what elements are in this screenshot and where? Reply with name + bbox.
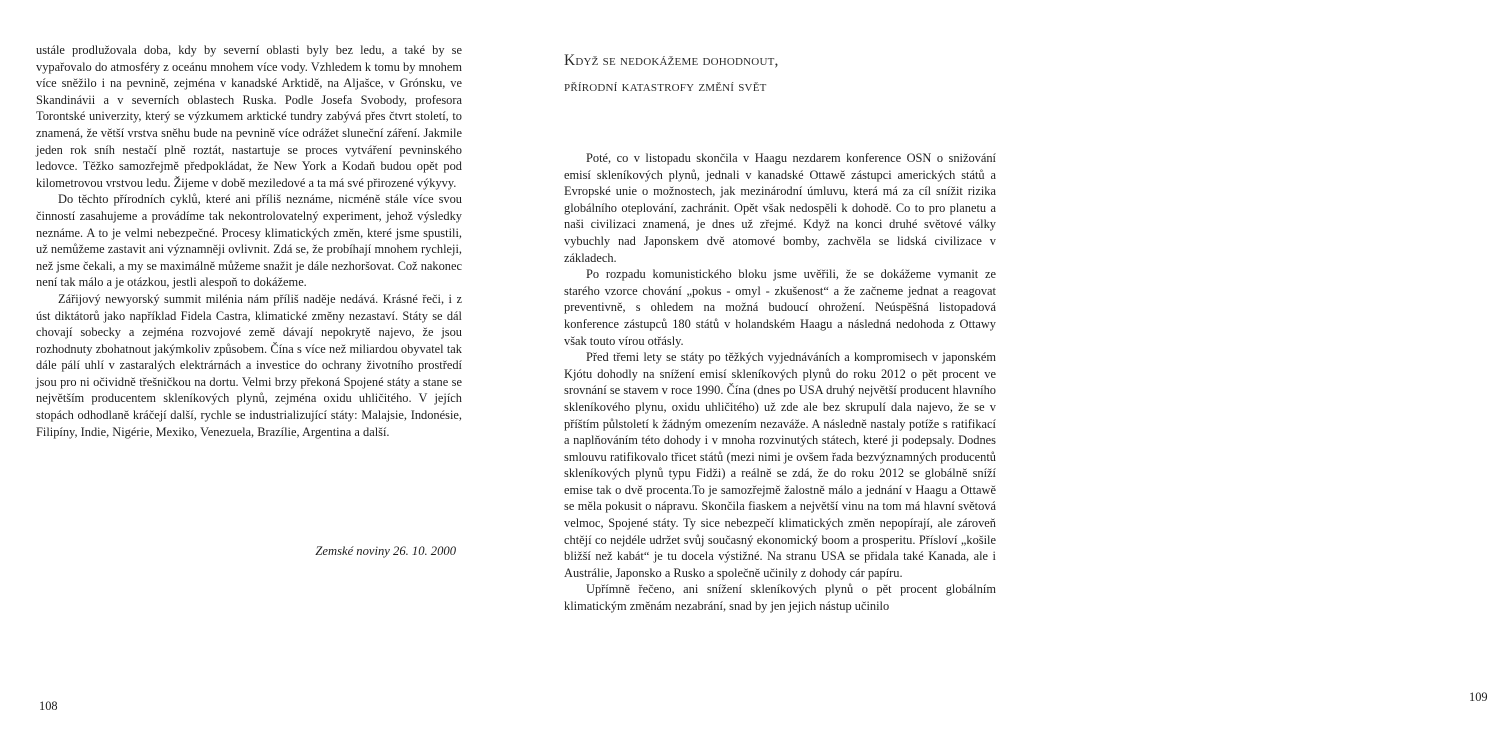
left-page	[0, 0, 512, 756]
paragraph: Upřímně řečeno, ani snížení skleníkových plynů o pět procent globálním klimatickým změnám nezabrání, snad by jen jejich nástup učinilo	[564, 582, 996, 614]
paragraph: Poté, co v listopadu skončila v Haagu nezdarem konference OSN o snižování emisí skleníkových plynů, jednali v kanadské Ottawě zástupci amerických států a Evropské unie o možnostech, jak mezinárodní úmluvu, která má za cíl snížit rizika globálního oteplování, zachránit. Opět však nedospěli k dohodě. Co to pro planetu a naši civilizaci znamená, je dnes už zřejmé. Když na konci druhé světové války vybuchly nad Japonskem dvě atomové bomby, zachvěla se lidská civilizace v základech.	[564, 151, 996, 265]
page-number-left: 108	[39, 699, 58, 713]
paragraph: Před třemi lety se státy po těžkých vyjednáváních a kompromisech v japonském Kjótu dohodly na snížení emisí skleníkových plynů do roku 2012 o pět procent ve srovnání se stavem v roce 1990. Čína (dnes po USA druhý největší producent hlavního skleníkového plynu, oxidu uhličitého) už zde ale bez skrupulí dala najevo, že se v příštím půlstoletí k žádným omezením nezaváže. A následně nastaly potíže s ratifikací a naplňováním této dohody i v mnoha rozvinutých státech, které ji podepsaly. Dodnes smlouvu ratifikovalo třicet států (mezi nimi je ovšem řada bezvýznamných producentů skleníkových plynů typu Fidži) a reálně se zdá, že do roku 2012 se globálně sníží emise tak o dvě procenta.To je samozřejmě žalostně málo a jednání v Haagu a Ottawě se měla pokusit o nápravu. Skončila fiaskem a největší vinu na tom má hlavní světová velmoc, Spojené státy. Ty sice nebezpečí klimatických změn nepopírají, ale zároveň chtějí co nejdéle udržet svůj současný ekonomický boom a prosperitu. Přísloví „košile bližší než kabát“ je tu docela výstižné. Na stranu USA se přidala také Kanada, ale i Austrálie, Japonsko a Rusko a společně učinily z dohody cár papíru.	[564, 350, 996, 580]
paragraph: Po rozpadu komunistického bloku jsme uvěřili, že se dokážeme vymanit ze starého vzorce chování „pokus - omyl - zkušenost“ a že začneme jednat a reagovat preventivně, s ohledem na možná budoucí ohrožení. Neúspěšná listopadová konference zástupců 180 států v holandském Haagu a následná nedohoda z Ottawy však touto vírou otřásly.	[564, 267, 996, 348]
right-page	[512, 0, 1488, 756]
page-number-right: 109	[1469, 690, 1488, 704]
paragraph: Zářijový newyorský summit milénia nám příliš naděje nedává. Krásné řeči, i z úst diktátorů jako například Fidela Castra, klimatické změny nezastaví. Státy se dál chovají sobecky a zejména rozvojové země dávají nepokrytě najevo, že jsou rozhodnuty zbohatnout jakýmkoliv způsobem. Čína s více než miliardou obyvatel tak dále pálí uhlí v zastaralých elektrárnách a investice do ochrany životního prostředí jsou pro ni očividně třešničkou na dortu. Velmi brzy překoná Spojené státy a stane se největším producentem skleníkových plynů, zejména oxidu uhličitého. V jejích stopách odhodlaně kráčejí další, rychle se industrializující státy: Malajsie, Indonésie, Filipíny, Indie, Nigérie, Mexiko, Venezuela, Brazílie, Argentina a další.	[36, 291, 462, 439]
chapter-heading	[564, 50, 996, 98]
paragraph: Do těchto přírodních cyklů, které ani příliš neznáme, nicméně stále více svou činností zasahujeme a provádíme tak nekontrolovatelný experiment, jehož výsledky neznáme. A to je velmi nebezpečné. Procesy klimatických změn, které jsme spustili, už nemůžeme zastavit ani významněji ovlivnit. Zdá se, že probíhají mnohem rychleji, než jsme čekali, a my se maximálně můžeme snažit je dále nezhoršovat. Což nakonec není tak málo a je otázkou, jestli alespoň to dokážeme.	[36, 192, 462, 290]
heading-line-1: Když se nedokážeme dohodnout,	[564, 52, 779, 69]
paragraph: ustále prodlužovala doba, kdy by severní oblasti byly bez ledu, a také by se vypařovalo do atmosféry z oceánu mnohem více vody. Vzhledem k tomu by mnohem více sněžilo i na pevnině, zejména v kanadské Arktidě, na Aljašce, v Grónsku, ve Skandinávii a v severních oblastech Ruska. Podle Josefa Svobody, profesora Torontské univerzity, který se výzkumem arktické tundry zabývá přes čtvrt století, to znamená, že větší vrstva sněhu bude na pevnině více odrážet sluneční záření. Jakmile jeden rok sníh nestačí plně roztát, nastartuje se proces vytváření pevninského ledovce. Těžko samozřejmě předpokládat, že New York a Kodaň budou opět pod kilometrovou vrstvou ledu. Žijeme v době meziledové a ta má své přirozené výkyvy.	[36, 43, 462, 190]
heading-line-2: přírodní katastrofy změní svět	[564, 78, 767, 95]
right-page-text	[564, 150, 996, 615]
article-source: Zemské noviny 26. 10. 2000	[315, 544, 456, 558]
left-page-text	[36, 42, 462, 440]
